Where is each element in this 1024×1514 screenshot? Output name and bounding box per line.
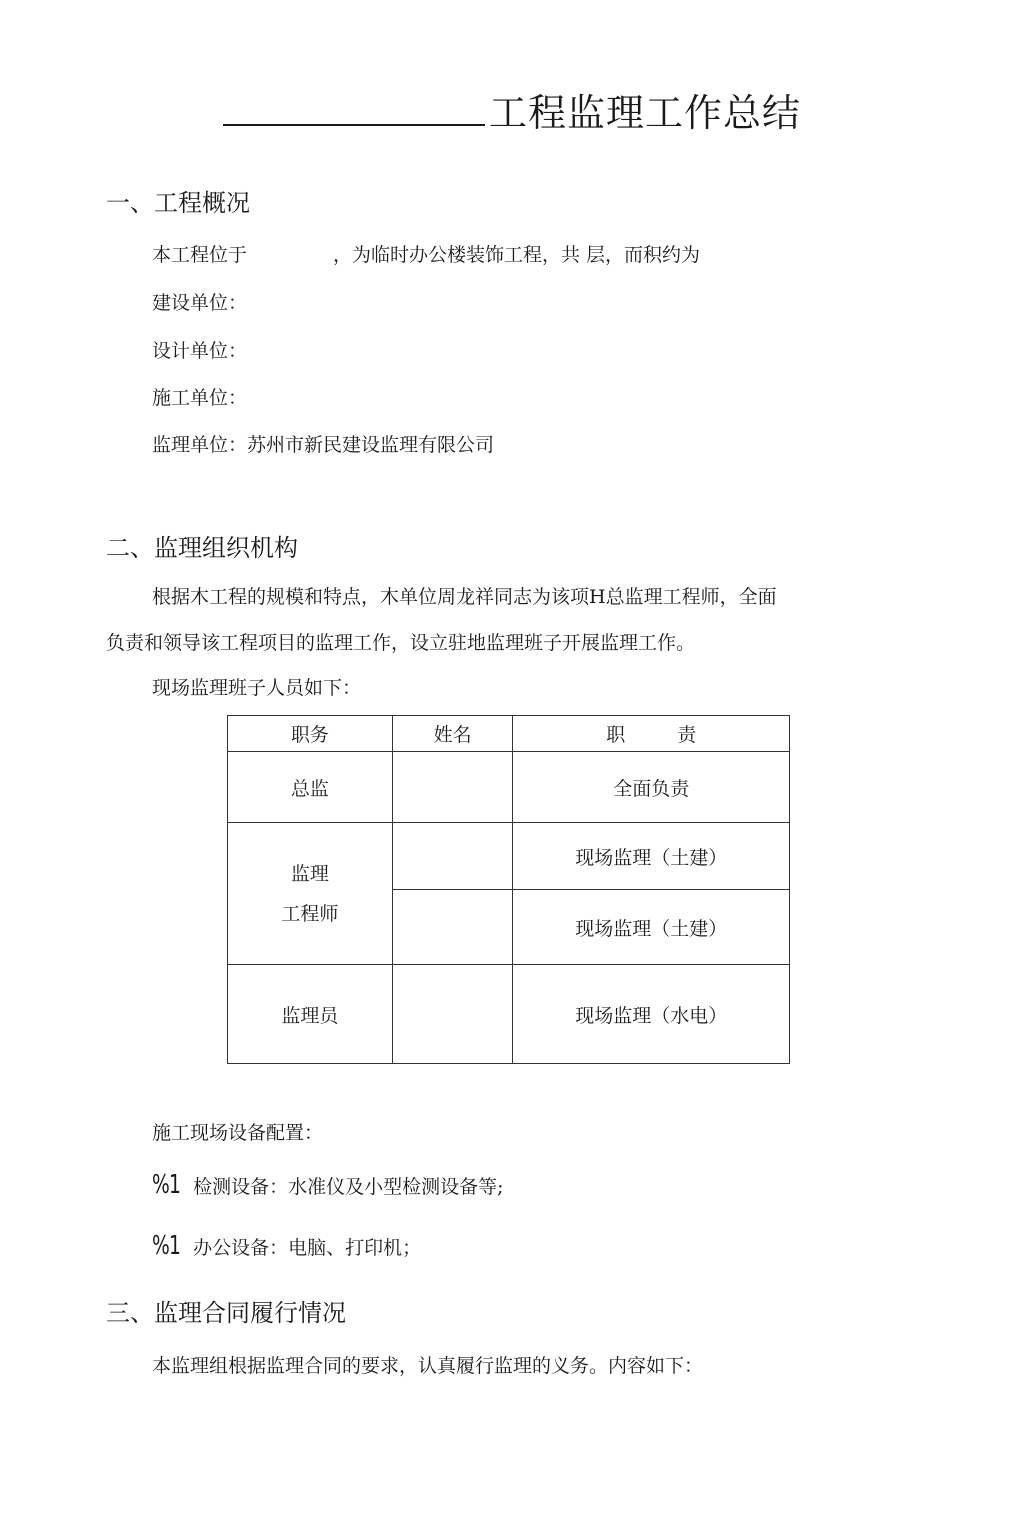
- supervisor-line: 监理单位：苏州市新民建设监理有限公司: [152, 434, 495, 456]
- staff-intro: 现场监理班子人员如下：: [152, 677, 362, 699]
- list-marker: %1: [152, 1170, 181, 1200]
- chief-duty: 全面负责: [513, 752, 790, 823]
- list-marker: %1: [152, 1231, 181, 1261]
- document-title: [0, 84, 1024, 141]
- engineer-position: [228, 823, 393, 965]
- chief-name: [392, 752, 513, 823]
- list-item-text: 办公设备：电脑、打印机；: [193, 1237, 422, 1259]
- engineer-duty-1: 现场监理（土建）: [513, 823, 790, 890]
- inspector-duty: 现场监理（水电）: [513, 965, 790, 1064]
- header-position: 职务: [228, 716, 393, 752]
- list-item: [152, 1170, 504, 1202]
- list-item-text: 检测设备：水准仪及小型检测设备等;: [193, 1176, 504, 1198]
- section1-heading: 一、工程概况: [106, 189, 250, 217]
- table-row-inspector: [228, 965, 790, 1064]
- chief-position: 总监: [228, 752, 393, 823]
- inspector-position: 监理员: [228, 965, 393, 1064]
- table-row-engineer-1: [228, 823, 790, 890]
- inspector-name: [392, 965, 513, 1064]
- designer-line: 设计单位：: [152, 340, 248, 362]
- header-duty-a: 职: [606, 724, 626, 746]
- owner-line: 建设单位：: [152, 292, 248, 314]
- engineer-position-line2: 工程师: [281, 902, 339, 925]
- section3-para: 本监理组根据监理合同的要求，认真履行监理的义务。内容如下：: [152, 1355, 704, 1377]
- location-line: [152, 240, 700, 270]
- section2-heading: 二、监理组织机构: [106, 534, 298, 562]
- staff-table: [227, 715, 790, 1064]
- engineer-name-1: [392, 823, 513, 890]
- title-blank-line: [223, 84, 485, 126]
- section3-heading: 三、监理合同履行情况: [106, 1299, 346, 1327]
- engineer-duty-2: 现场监理（土建）: [513, 890, 790, 965]
- engineer-position-line1: 监理: [290, 862, 329, 885]
- title-text: 工程监理工作总结: [488, 91, 801, 135]
- header-name: 姓名: [392, 716, 513, 752]
- section2-para-line2: 负责和领导该工程项目的监理工作，设立驻地监理班子开展监理工作。: [106, 632, 696, 654]
- location-prefix: 本工程位于: [152, 244, 248, 266]
- table-row-chief: [228, 752, 790, 823]
- list-item: [152, 1231, 421, 1263]
- equipment-intro: 施工现场设备配置：: [152, 1122, 324, 1144]
- section2-para-line1: 根据木工程的规模和特点，木单位周龙祥同志为该项H总监理工程师，全面: [152, 586, 777, 608]
- location-suffix: ，为临时办公楼装饰工程，共 层，而积约为: [333, 244, 701, 266]
- header-duty-b: 责: [677, 724, 697, 746]
- table-header-row: [228, 716, 790, 752]
- contractor-line: 施工单位：: [152, 387, 248, 409]
- engineer-name-2: [392, 890, 513, 965]
- header-duty: [513, 716, 790, 752]
